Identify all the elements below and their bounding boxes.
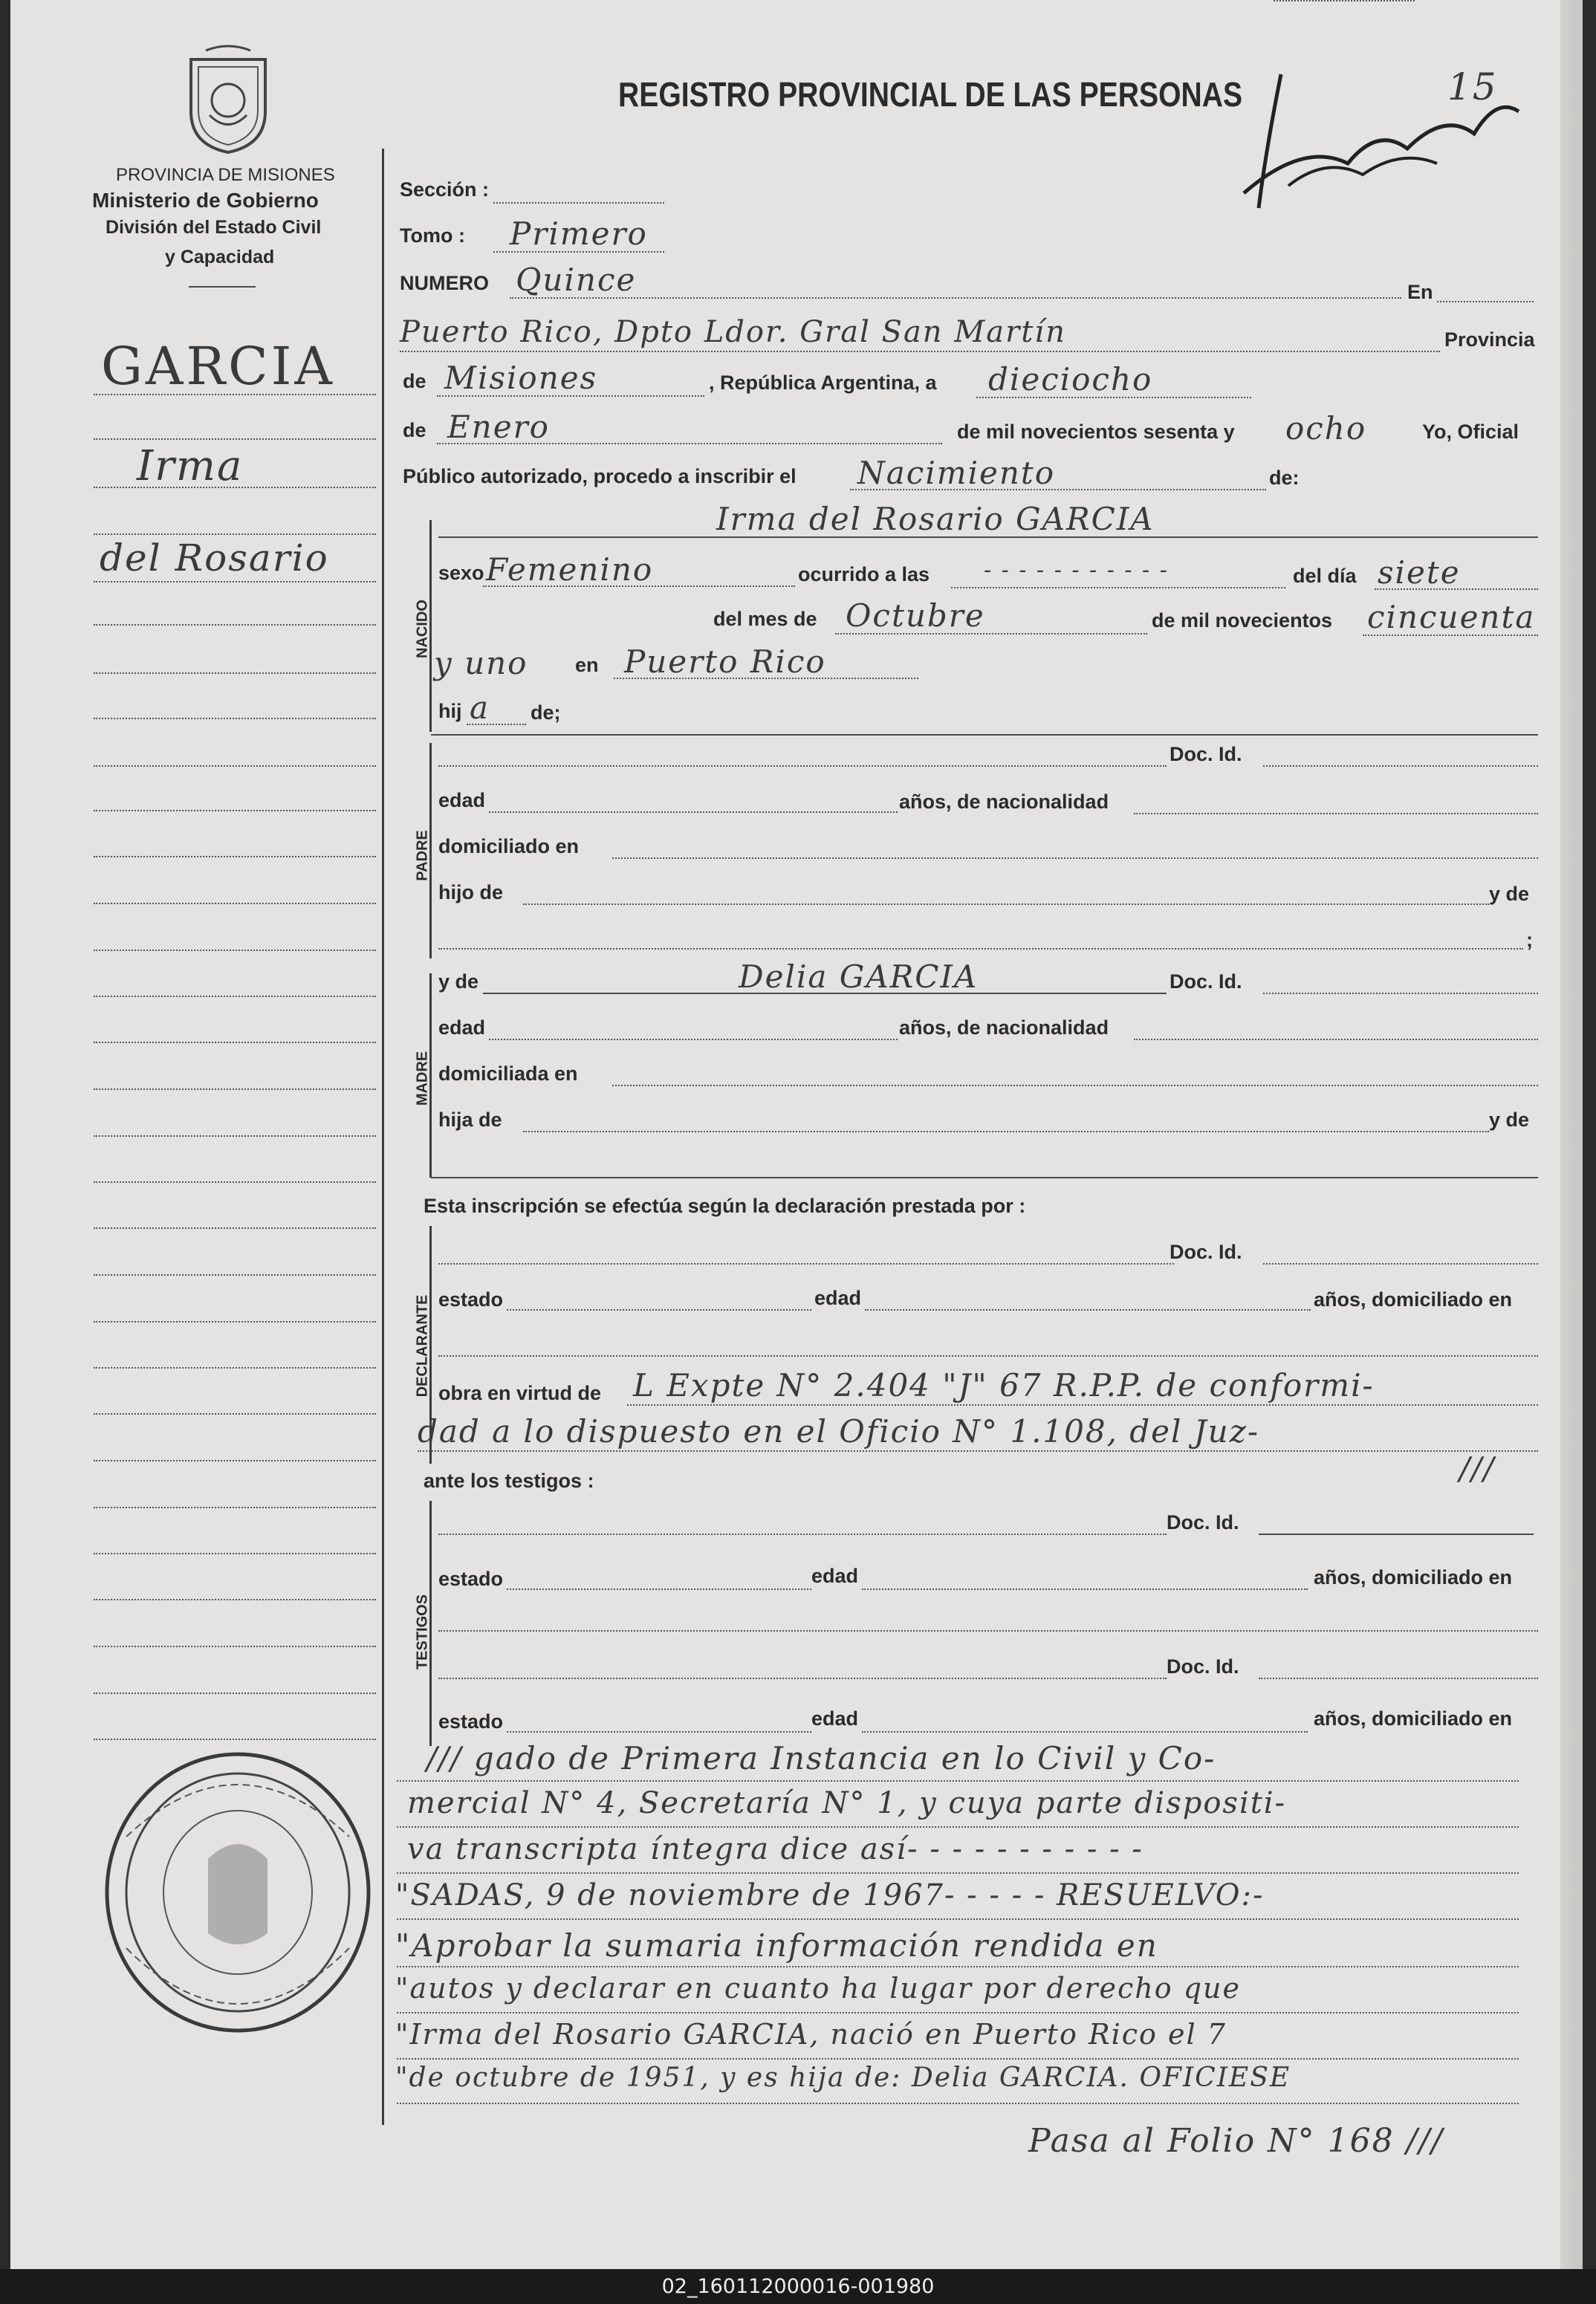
ante-label: ante los testigos : [424, 1470, 594, 1492]
en-line [1437, 301, 1534, 302]
de-colon-label: de: [1269, 467, 1300, 489]
padre-edad-label: edad [438, 789, 486, 811]
margin-line [94, 1460, 376, 1461]
issuer-line-1: PROVINCIA DE MISIONES [116, 165, 335, 185]
oficial-label: Yo, Oficial [1422, 421, 1519, 443]
testigo2-doc-line [1259, 1678, 1538, 1679]
tomo-value: Primero [510, 215, 648, 252]
testigo1-estado-label: estado [438, 1568, 504, 1590]
dia-line [976, 397, 1251, 398]
declarante-edad-label: edad [814, 1287, 862, 1309]
margin-line [94, 996, 376, 997]
anio-line [1274, 0, 1415, 1]
margin-line [94, 1599, 376, 1600]
margin-line [94, 581, 376, 583]
note-rule [397, 2058, 1519, 2060]
madre-hija-label: hija de [438, 1109, 502, 1131]
madre-divider [431, 1177, 1538, 1178]
padre-hijo-line [523, 903, 1489, 905]
madre-domicilio-line [612, 1085, 1538, 1086]
margin-line [94, 624, 376, 626]
tomo-label: Tomo : [400, 224, 465, 247]
note-rule [397, 1918, 1519, 1920]
section-madre: MADRE [414, 1051, 431, 1106]
hij-value: a [470, 689, 490, 726]
obra-line-2 [418, 1450, 1538, 1452]
margin-line [94, 394, 376, 395]
margin-line [94, 810, 376, 811]
hij-line [467, 724, 526, 725]
ocurrido-label: ocurrido a las [798, 563, 930, 585]
mes-line [437, 443, 942, 444]
note-line-7: "Irma del Rosario GARCIA, nació en Puerto Rico el 7 [395, 2018, 1227, 2051]
padre-hijo-label: hijo de [438, 881, 503, 903]
declarante-doc-line [1263, 1263, 1538, 1265]
signature-mark [1214, 45, 1541, 223]
official-seal-icon [97, 1748, 379, 2037]
obra-line-1 [627, 1404, 1538, 1406]
lugar-nacido-line [614, 678, 918, 679]
note-rule [397, 1872, 1519, 1874]
obra-label: obra en virtud de [438, 1382, 602, 1404]
section-testigos: TESTIGOS [414, 1594, 431, 1670]
declarante-estado-line [507, 1309, 811, 1311]
padre-nac-line [1134, 813, 1538, 814]
folio-number: 15 [1447, 65, 1498, 108]
note-line-8: "de octubre de 1951, y es hija de: Delia GARCIA. OFICIESE [395, 2063, 1291, 2093]
madre-nac-line [1134, 1039, 1538, 1040]
de-label-2: de [403, 419, 426, 441]
margin-line [94, 1693, 376, 1694]
testigo2-anios-label: años, domiciliado en [1314, 1707, 1513, 1730]
republica-label: , República Argentina, a [709, 371, 937, 394]
note-rule [397, 1966, 1519, 1967]
dia-value: dieciocho [988, 361, 1153, 397]
pasa-folio: Pasa al Folio N° 168 /// [1028, 2122, 1444, 2160]
testigo1-edad-label: edad [811, 1565, 859, 1587]
margin-line [94, 1413, 376, 1415]
note-line-5: "Aprobar la sumaria información rendida en [395, 1927, 1158, 1964]
margin-line [94, 1367, 376, 1369]
padre-semicolon: ; [1526, 929, 1533, 951]
dia-nacido-value: siete [1378, 554, 1461, 591]
declarante-edad-line [865, 1309, 1311, 1311]
testigo1-dom-line [438, 1630, 1538, 1632]
publico-label: Público autorizado, procedo a inscribir el [403, 465, 797, 487]
madre-edad-label: edad [438, 1016, 486, 1039]
note-line-1: /// gado de Primera Instancia en lo Civil y Co- [426, 1740, 1216, 1776]
margin-line [94, 1181, 376, 1183]
nacido-divider [431, 734, 1538, 736]
note-rule [397, 2012, 1519, 2013]
section-nacido: NACIDO [414, 600, 431, 658]
document-id: 02_160112000016-001980 [661, 2275, 935, 2298]
madre-yde-label-2: y de [1489, 1109, 1530, 1131]
declarante-name-line [438, 1263, 1174, 1265]
padre-domicilio-line [612, 857, 1538, 859]
padre-extra-line [438, 948, 1523, 950]
obra-value-2: dad a lo dispuesto en el Oficio N° 1.108, del Juz- [418, 1413, 1260, 1450]
lugar-line [400, 351, 1440, 352]
section-padre: PADRE [414, 830, 431, 881]
margin-line [94, 950, 376, 951]
declaracion-intro: Esta inscripción se efectúa según la declaración prestada por : [424, 1195, 1026, 1217]
margin-surname: GARCIA [101, 336, 335, 397]
mil-label: de mil novecientos sesenta y [957, 421, 1235, 443]
padre-name-line [438, 765, 1167, 767]
margin-line [94, 487, 376, 488]
testigo2-edad-label: edad [811, 1707, 859, 1730]
hora-line [951, 587, 1285, 588]
issuer-line-4: y Capacidad [165, 247, 275, 267]
numero-line [510, 297, 1401, 299]
issuer-line-2: Ministerio de Gobierno [92, 189, 319, 212]
sexo-line [483, 585, 795, 587]
margin-line [94, 1321, 376, 1323]
obra-value-3: /// [1459, 1450, 1496, 1487]
obra-value-1: L Expte N° 2.404 "J" 67 R.P.P. de conformi- [633, 1367, 1375, 1404]
declarante-doc-label: Doc. Id. [1170, 1241, 1242, 1263]
note-rule [397, 2103, 1519, 2104]
testigo2-edad-line [862, 1731, 1308, 1733]
acto-value: Nacimiento [857, 455, 1056, 491]
margin-name-2: del Rosario [100, 536, 329, 580]
nacido-nombre-line [438, 536, 1538, 538]
tomo-line [493, 251, 664, 253]
madre-yde-label: y de [438, 970, 479, 993]
seccion-line [493, 202, 664, 204]
madre-doc-line [1263, 993, 1538, 994]
madre-anios-label: años, de nacionalidad [899, 1016, 1109, 1039]
note-line-2: mercial N° 4, Secretaría N° 1, y cuya parte dispositi- [407, 1786, 1287, 1820]
padre-yde-label: y de [1489, 883, 1530, 905]
numero-value: Quince [516, 262, 637, 298]
margin-line [94, 765, 376, 767]
margin-line [94, 1507, 376, 1508]
declarante-dom-line [438, 1355, 1538, 1357]
padre-anios-label: años, de nacionalidad [899, 791, 1109, 813]
de-label: de [403, 370, 426, 392]
margin-line [94, 1646, 376, 1647]
seccion-label: Sección : [400, 178, 490, 201]
en-nacido-label: en [575, 654, 599, 676]
margin-line [94, 1739, 376, 1740]
note-line-6: "autos y declarar en cuanto ha lugar por derecho que [395, 1972, 1241, 2005]
mes-value: Enero [447, 409, 550, 445]
anio-nacido-value: cincuenta [1367, 599, 1536, 635]
del-mes-label: del mes de [713, 608, 817, 630]
note-rule [397, 1826, 1519, 1828]
testigo2-estado-label: estado [438, 1710, 504, 1733]
provincia-label: Provincia [1444, 328, 1535, 351]
margin-line [94, 1274, 376, 1276]
padre-edad-line [489, 811, 898, 813]
provincia-line [437, 395, 704, 397]
madre-nombre: Delia GARCIA [739, 958, 979, 995]
margin-line [94, 718, 376, 719]
page-title: REGISTRO PROVINCIAL DE LAS PERSONAS [618, 75, 1243, 114]
madre-hija-line [523, 1131, 1489, 1132]
sexo-label: sexo [438, 562, 484, 584]
margin-rule [382, 149, 384, 2125]
anio-nacido-value-2: y uno [434, 645, 528, 681]
testigo2-estado-line [507, 1731, 811, 1733]
issuer-line-3: División del Estado Civil [106, 217, 322, 238]
testigo2-name-line [438, 1678, 1167, 1679]
margin-line [94, 903, 376, 904]
hij-label: hij [438, 700, 462, 722]
testigo1-doc-line [1259, 1534, 1534, 1535]
numero-label: NUMERO [400, 272, 489, 294]
issuer-divider [189, 286, 256, 288]
anio-value: ocho [1285, 410, 1367, 447]
margin-line [94, 533, 376, 535]
lugar-value: Puerto Rico, Dpto Ldor. Gral San Martín [400, 315, 1066, 349]
testigo1-estado-line [507, 1589, 811, 1590]
document-page [10, 0, 1583, 2269]
margin-line [94, 1042, 376, 1043]
margin-line [94, 438, 376, 440]
hora-value: - - - - - - - - - - - [984, 557, 1169, 583]
testigo2-doc-label: Doc. Id. [1167, 1655, 1239, 1678]
sexo-value: Femenino [486, 551, 654, 588]
anio-nacido-line [1363, 635, 1538, 636]
testigo1-doc-label: Doc. Id. [1167, 1511, 1239, 1534]
padre-domicilio-label: domiciliado en [438, 835, 580, 857]
de-semicolon-label: de; [531, 701, 561, 724]
madre-edad-line [489, 1039, 898, 1040]
en-label: En [1407, 281, 1433, 303]
nacido-nombre: Irma del Rosario GARCIA [716, 501, 1155, 537]
section-declarante: DECLARANTE [414, 1294, 431, 1398]
mes-nacido-line [835, 633, 1147, 635]
dia-nacido-line [1375, 588, 1538, 590]
acto-line [850, 489, 1266, 490]
provincia-value: Misiones [444, 360, 598, 396]
testigo1-anios-label: años, domiciliado en [1314, 1566, 1513, 1589]
testigo1-edad-line [862, 1589, 1308, 1590]
padre-doc-label: Doc. Id. [1170, 743, 1242, 765]
margin-line [94, 1553, 376, 1554]
declarante-anios-label: años, domiciliado en [1314, 1288, 1513, 1311]
provincial-emblem-icon [180, 45, 276, 156]
note-rule [397, 1780, 1519, 1782]
madre-name-line [483, 993, 1167, 994]
del-dia-label: del día [1293, 565, 1357, 587]
margin-name-1: Irma [137, 442, 244, 490]
madre-doc-label: Doc. Id. [1170, 970, 1242, 993]
margin-line [94, 1135, 376, 1137]
margin-line [94, 1227, 376, 1229]
lugar-nacido-value: Puerto Rico [624, 643, 826, 680]
note-line-4: "SADAS, 9 de noviembre de 1967- - - - - RESUELVO:- [395, 1878, 1265, 1912]
madre-domicilio-label: domiciliada en [438, 1062, 578, 1085]
mil-nacido-label: de mil novecientos [1152, 609, 1333, 632]
testigo1-name-line [438, 1534, 1167, 1535]
padre-doc-line [1263, 765, 1538, 767]
mes-nacido-value: Octubre [846, 597, 985, 634]
page-edge [1560, 0, 1583, 2269]
margin-line [94, 1088, 376, 1090]
margin-line [94, 856, 376, 857]
margin-line [94, 672, 376, 674]
declarante-estado-label: estado [438, 1288, 504, 1311]
note-line-3: va transcripta íntegra dice así- - - - - - - - - - - [407, 1832, 1144, 1866]
